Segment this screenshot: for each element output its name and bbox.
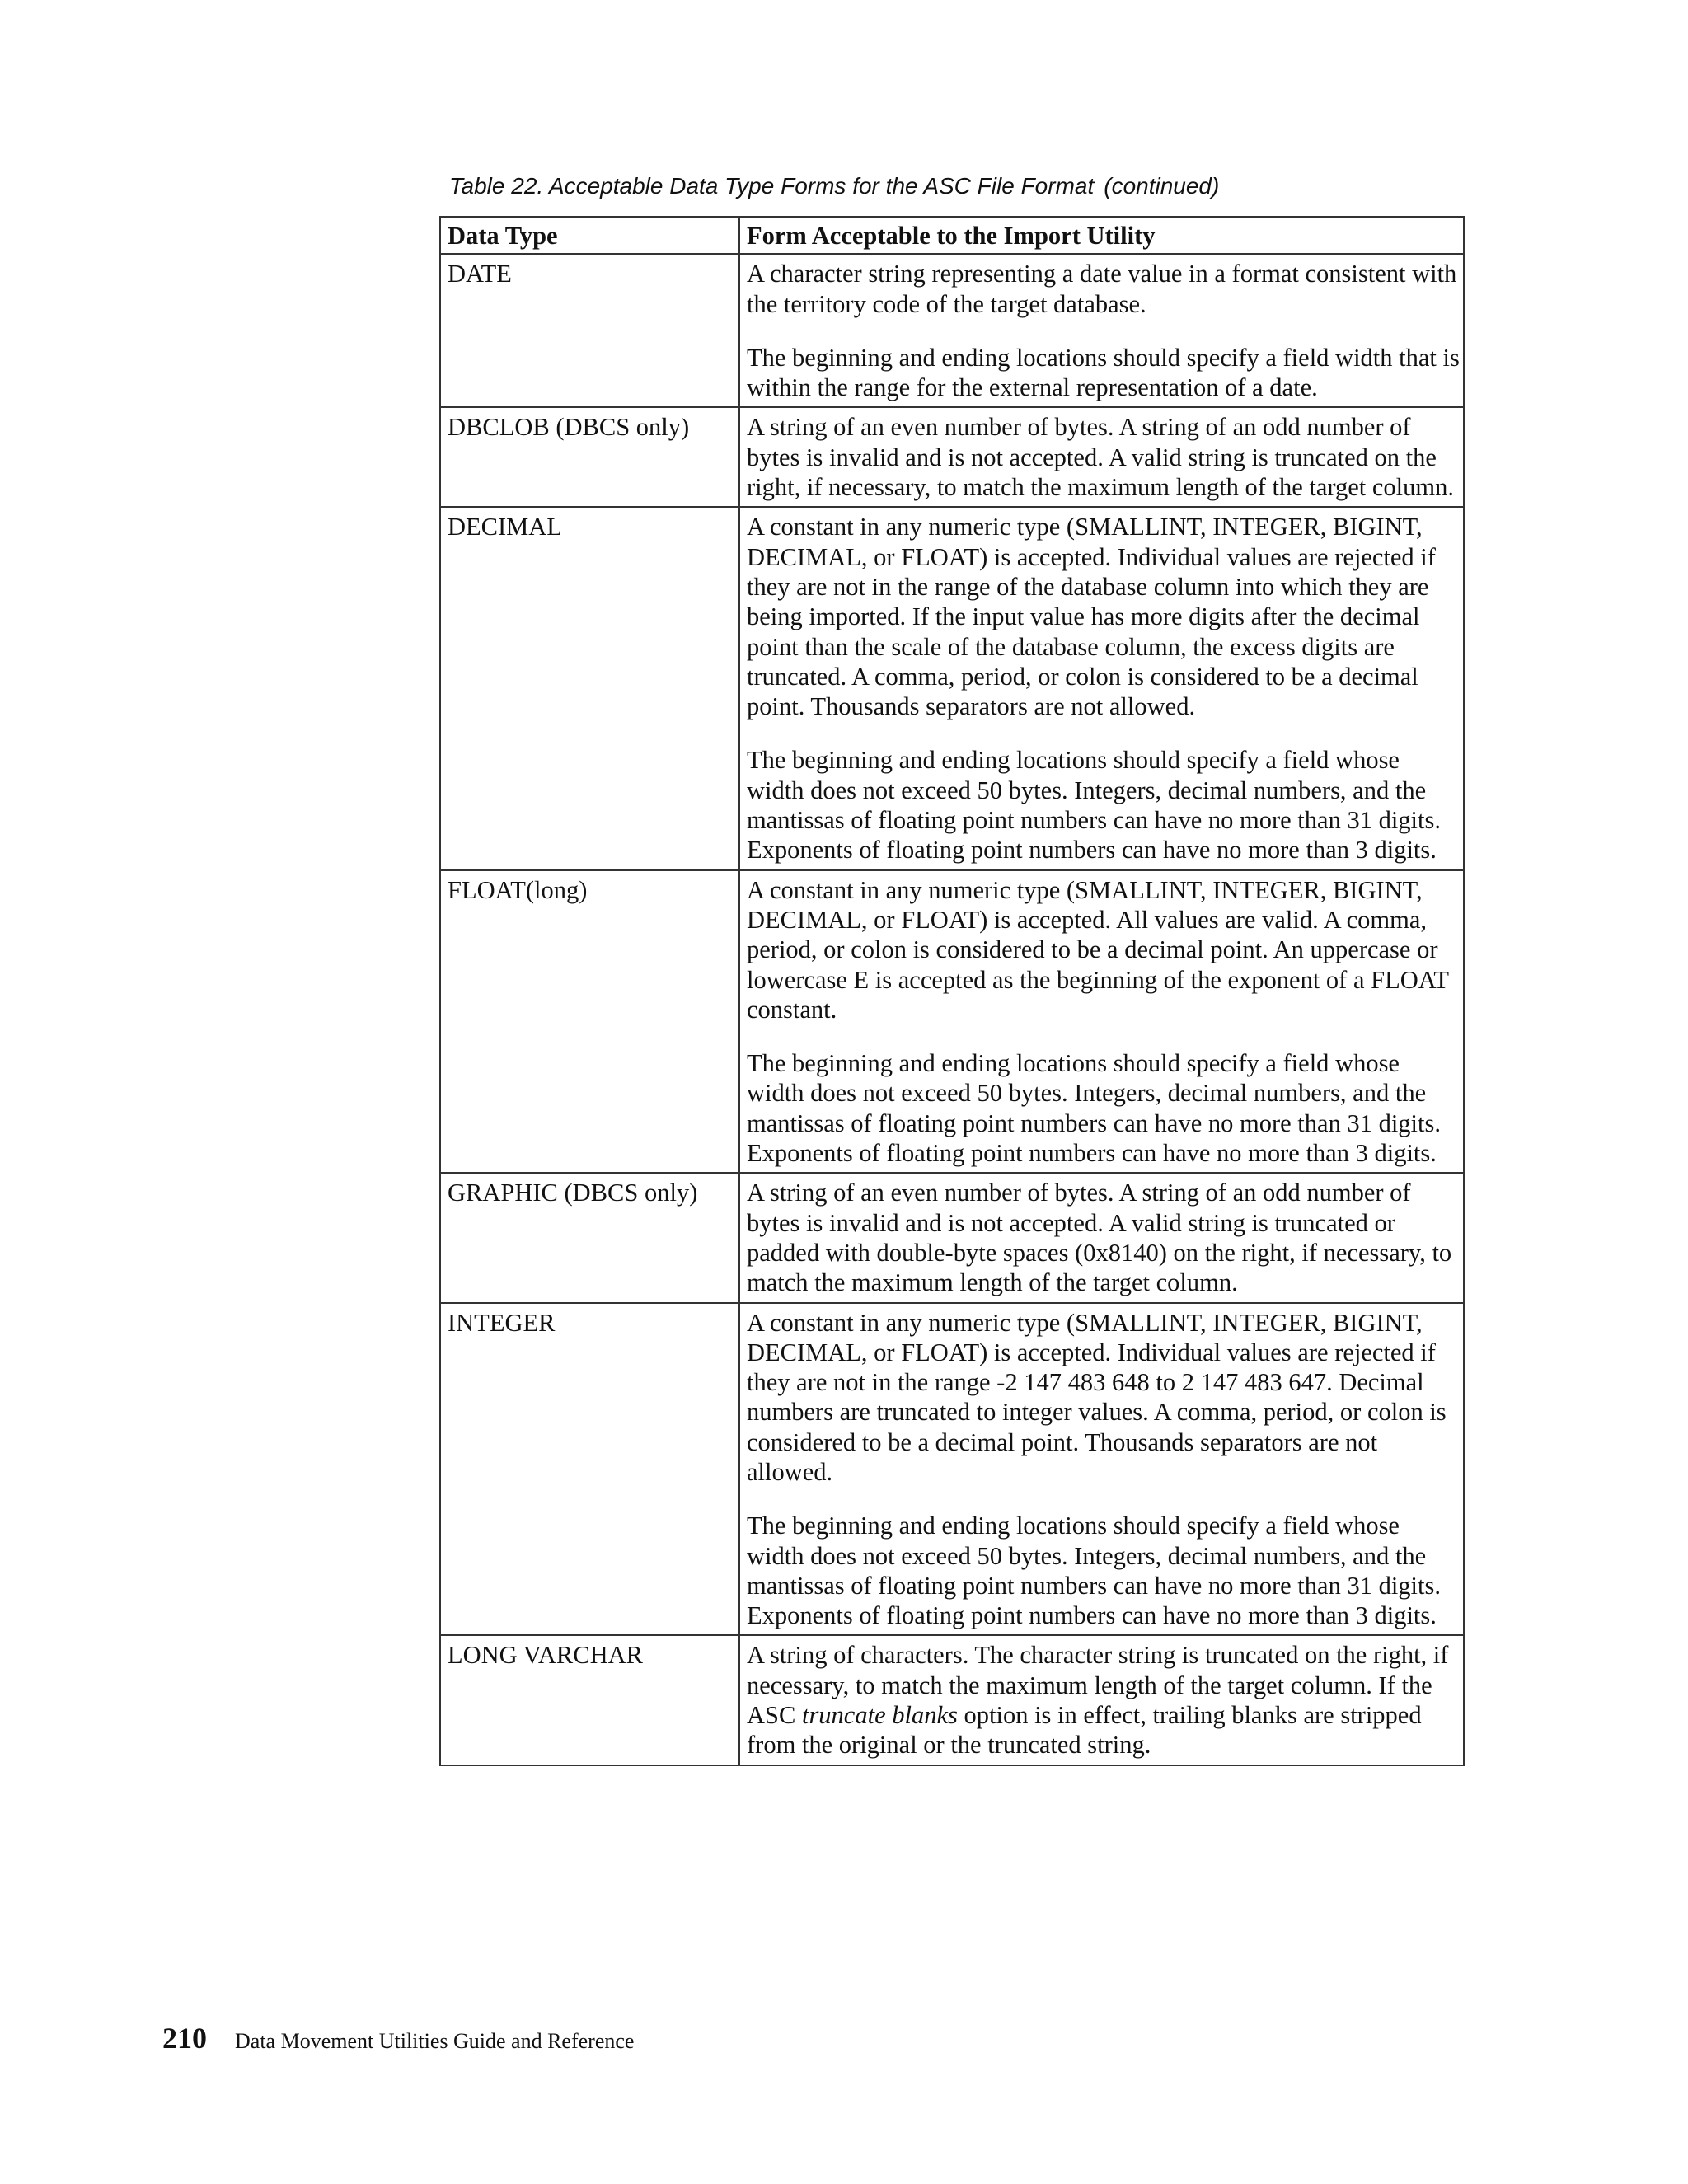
data-type-cell: FLOAT(long) xyxy=(440,870,739,1174)
table-caption-continued: (continued) xyxy=(1104,173,1220,199)
description-paragraph: A string of an even number of bytes. A string of an odd number of bytes is invalid and is not accepted. A valid string is truncated on the right, if necessary, to match the maximum length of the target column. xyxy=(747,413,1455,502)
description-paragraph: The beginning and ending locations should specify a field whose width does not exceed 50 bytes. Integers, decimal numbers, and the mantissas of floating point numbers can have no more than 31 digits. Exponents of floating point numbers can have no more than 3 digits. xyxy=(747,1049,1441,1168)
table-body xyxy=(440,254,1464,1765)
table-row xyxy=(440,870,1464,1174)
form-description-cell xyxy=(739,254,1464,407)
description-paragraph: A constant in any numeric type (SMALLINT, INTEGER, BIGINT, DECIMAL, or FLOAT) is accepted. Individual values are rejected if they are not in the range -2 147 483 648 to 2 147 483 647. Decimal numbers are truncated to integer values. A comma, period, or colon is considered to be a decimal point. Thousands separators are not allowed. xyxy=(747,1308,1447,1486)
description-paragraph: A string of characters. The character string is truncated on the right, if necessary, to match the maximum length of the target column. If the ASC truncate blanks option is in effect, trailing blanks are stripped from the original or the truncated string. xyxy=(747,1641,1449,1760)
table-row xyxy=(440,1303,1464,1636)
description-paragraph: The beginning and ending locations should specify a field whose width does not exceed 50 bytes. Integers, decimal numbers, and the mantissas of floating point numbers can have no more than 31 digits. Exponents of floating point numbers can have no more than 3 digits. xyxy=(747,1511,1441,1630)
data-type-cell: DATE xyxy=(440,254,739,407)
description-paragraph: A string of an even number of bytes. A string of an odd number of bytes is invalid and is not accepted. A valid string is truncated or padded with double-byte spaces (0x8140) on the right, if necessary, to match the maximum length of the target column. xyxy=(747,1179,1452,1297)
table-caption xyxy=(449,171,1219,201)
table-header-row xyxy=(440,217,1464,254)
table-row xyxy=(440,1635,1464,1765)
data-type-cell: INTEGER xyxy=(440,1303,739,1636)
data-type-table xyxy=(439,216,1465,1766)
table-row xyxy=(440,1173,1464,1302)
table-row xyxy=(440,407,1464,507)
page-footer xyxy=(162,2021,634,2055)
description-paragraph: A constant in any numeric type (SMALLINT, INTEGER, BIGINT, DECIMAL, or FLOAT) is accepted. Individual values are rejected if they are not in the range of the database column into which they are being imported. If the input value has more digits after the decimal point than the scale of the database column, the excess digits are truncated. A comma, period, or colon is considered to be a decimal point. Thousands separators are not allowed. xyxy=(747,513,1436,721)
data-type-cell: DECIMAL xyxy=(440,507,739,869)
data-type-cell: DBCLOB (DBCS only) xyxy=(440,407,739,507)
table-caption-title: Table 22. Acceptable Data Type Forms for the ASC File Format xyxy=(449,173,1095,199)
table-header xyxy=(440,217,1464,254)
description-paragraph: A constant in any numeric type (SMALLINT, INTEGER, BIGINT, DECIMAL, or FLOAT) is accepted. All values are valid. A comma, period, or colon is considered to be a decimal point. An uppercase or lowercase E is accepted as the beginning of the exponent of a FLOAT constant. xyxy=(747,875,1449,1024)
form-description-cell xyxy=(739,870,1464,1174)
form-description-cell xyxy=(739,407,1464,507)
form-description-cell xyxy=(739,1173,1464,1302)
description-paragraph: The beginning and ending locations should specify a field width that is within the range for the external representation of a date. xyxy=(747,343,1460,402)
description-paragraph: A character string representing a date value in a format consistent with the territory code of the target database. xyxy=(747,260,1457,318)
option-name: truncate blanks xyxy=(801,1701,958,1730)
form-description-cell xyxy=(739,507,1464,869)
description-paragraph: The beginning and ending locations should specify a field whose width does not exceed 50 bytes. Integers, decimal numbers, and the mantissas of floating point numbers can have no more than 31 digits. Exponents of floating point numbers can have no more than 3 digits. xyxy=(747,746,1441,865)
data-type-cell: GRAPHIC (DBCS only) xyxy=(440,1173,739,1302)
data-type-cell: LONG VARCHAR xyxy=(440,1635,739,1765)
column-header-data-type: Data Type xyxy=(440,217,739,254)
book-title: Data Movement Utilities Guide and Reference xyxy=(235,2029,635,2053)
page-number: 210 xyxy=(162,2022,207,2055)
form-description-cell xyxy=(739,1303,1464,1636)
column-header-form-acceptable: Form Acceptable to the Import Utility xyxy=(739,217,1464,254)
table-row xyxy=(440,507,1464,869)
table-row xyxy=(440,254,1464,407)
form-description-cell xyxy=(739,1635,1464,1765)
